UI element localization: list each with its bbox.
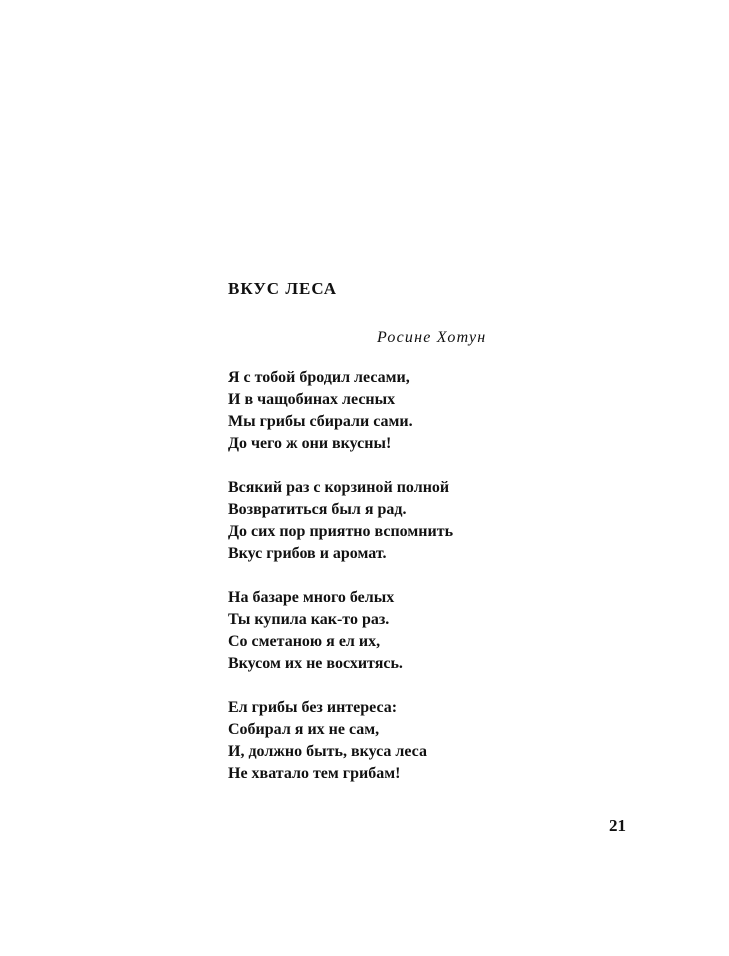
poem-line: На базаре много белых <box>228 589 395 606</box>
page-number: 21 <box>609 816 626 835</box>
stanza-2 <box>228 477 453 565</box>
poem-line: Ты купила как-то раз. <box>228 611 390 628</box>
poem-line: Не хватало тем грибам! <box>228 765 401 782</box>
poem-line: И в чащобинах лесных <box>228 391 396 408</box>
poem-title: ВКУС ЛЕСА <box>228 279 338 298</box>
poem-line: Собирал я их не сам, <box>228 721 380 738</box>
stanza-3 <box>228 587 453 675</box>
poem-line: Всякий раз с корзиной полной <box>228 479 450 496</box>
poem-line: Я с тобой бродил лесами, <box>228 369 410 386</box>
poem-body <box>228 367 453 807</box>
poem-line: Вкус грибов и аромат. <box>228 545 387 562</box>
poem-dedication: Росине Хотун <box>377 329 487 346</box>
poem-line: До чего ж они вкусны! <box>228 435 392 452</box>
poem-line: Возвратиться был я рад. <box>228 501 407 518</box>
poem-line: И, должно быть, вкуса леса <box>228 743 427 760</box>
poem-line: Со сметаною я ел их, <box>228 633 381 650</box>
stanza-1 <box>228 367 453 455</box>
poem-line: До сих пор приятно вспомнить <box>228 523 454 540</box>
poem-line: Вкусом их не восхитясь. <box>228 655 403 672</box>
poem-line: Мы грибы сбирали сами. <box>228 413 413 430</box>
stanza-4 <box>228 697 453 785</box>
poem-line: Ел грибы без интереса: <box>228 699 398 716</box>
